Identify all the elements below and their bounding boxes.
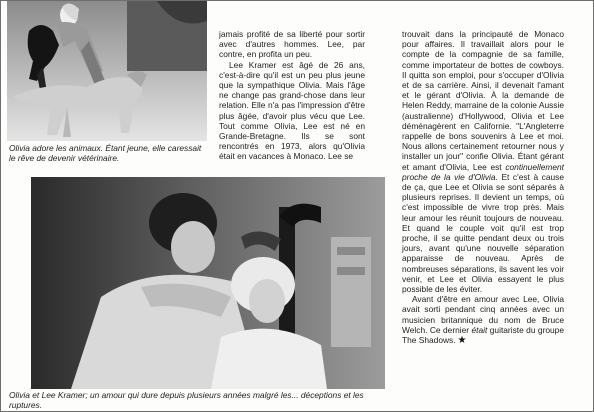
article-text: Et c'est à cause de ça, que Lee et Olivia se sont séparés à plusieurs reprises. Il devient un temps, où c'est impossible de vivre trop près. Mais leur amour les réunit toujours de nouveau. Et quand le couple voit qu'il est trop proche, il se quitte pendant deux ou trois jours, avant qu'une nouvelle séparation apparaisse de nouveau. Après de nombreuses séparations, ils savent les voir venir, et Lee et Olivia essayent le plus possible de les éviter. — [402, 171, 565, 295]
article-paragraph — [402, 29, 564, 294]
article-italic-text: continuellement proche de la vie d'Olivia. — [402, 161, 564, 182]
couple-in-studio-photo — [31, 177, 385, 389]
article-column-middle — [219, 29, 365, 162]
article-column-right — [402, 29, 564, 346]
woman-with-dogs-photo — [7, 1, 207, 141]
article-italic-text: était — [471, 324, 488, 335]
article-text: Avant d'être en amour avec Lee, Olivia avait sorti pendant cinq années avec un musicien britannique du nom de Bruce Welch. Ce dernier — [402, 294, 564, 335]
main-photo-caption: Olivia et Lee Kramer; un amour qui dure depuis plusieurs années malgré les... déceptions et les ruptures. — [9, 390, 364, 410]
article-paragraph: Lee Kramer est âgé de 26 ans, c'est-à-dire qu'il est un peu plus jeune que la sympathique Olivia. Mais l'âge ne change pas grand-chose dans leur relation. Elle n'a pas l'impression d'être plus âgée, d'avoir plus vécu que Lee. Tout comme Olivia, Lee est né en Grande-Bretagne. Ils se sont rencontrés en 1973, alors qu'Olivia était en vacances à Monaco. Lee se — [219, 59, 365, 162]
article-paragraph — [402, 294, 564, 346]
article-paragraph: jamais profité de sa liberté pour sortir avec d'autres hommes. Lee, par contre, en profita un peu. — [219, 29, 365, 60]
end-star-icon: ★ — [457, 335, 467, 347]
top-photo-caption: Olivia adore les animaux. Étant jeune, elle caressait le rêve de devenir vétérinaire. — [9, 143, 202, 163]
article-text: trouvait dans la principauté de Monaco pour affaires. Il travaillait alors pour le compte de la compagnie de sa famille, comme importateur de bottes de cowboys. Il quitta son emploi, pour s'occuper d'Olivia et de sa carrière. Ainsi, il devenait l'amant et le gérant d'Olivia. À la demande de Helen Reddy, marraine de la colonie Aussie (australienne) d'Hollywood, Olivia et Lee déménagèrent en Californie. "L'Angleterre rappelle de bons souvenirs à Lee et moi. Nous allons certainement retourner nous y installer un jour" confie Olivia. Étant gérant et amant d'Olivia, Lee est — [402, 29, 564, 172]
article-text: guitariste du groupe The Shadows. — [402, 324, 564, 346]
